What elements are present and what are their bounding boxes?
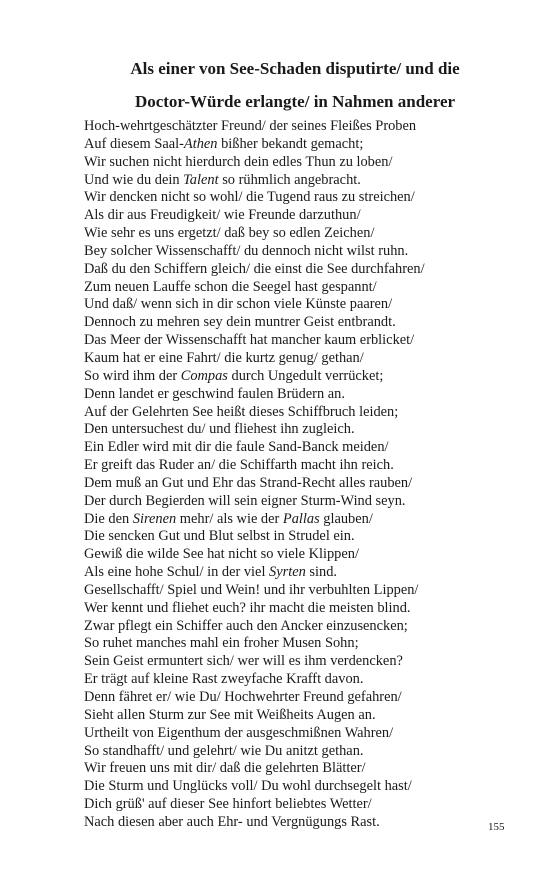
poem-line	[84, 475, 524, 493]
poem-line-segment: Dem muß an Gut und Ehr das Strand-Recht alles rauben/	[84, 474, 413, 491]
poem-line	[84, 725, 524, 743]
poem-line	[84, 261, 524, 279]
poem-line	[84, 707, 524, 725]
poem-line-italic-segment: Pallas	[282, 510, 320, 527]
poem-line-segment: Zum neuen Lauffe schon die Seegel hast gespannt/	[84, 278, 377, 295]
poem-line	[84, 814, 524, 832]
poem-line	[84, 332, 524, 350]
poem-line	[84, 154, 524, 172]
poem-line-segment: So standhafft/ und gelehrt/ wie Du anitzt gethan.	[84, 742, 364, 759]
poem-line	[84, 689, 524, 707]
poem-line	[84, 743, 524, 761]
poem-line-segment: Und wie du dein	[84, 171, 184, 188]
poem-line-segment: Wie sehr es uns ergetzt/ daß bey so edlen Zeichen/	[84, 225, 375, 242]
poem-line	[84, 404, 524, 422]
poem-line-italic-segment: Syrten	[269, 564, 306, 581]
poem-line	[84, 225, 524, 243]
poem-line-segment: Er greift das Ruder an/ die Schiffarth macht ihn reich.	[84, 457, 394, 474]
poem-line	[84, 421, 524, 439]
poem-line-segment: Wir suchen nicht hierdurch dein edles Thun zu loben/	[84, 153, 393, 170]
poem-line	[84, 457, 524, 475]
poem-line	[84, 600, 524, 618]
poem-line-segment: Die den	[84, 510, 133, 527]
poem-line-segment: Urtheilt von Eigenthum der ausgeschmißnen Wahren/	[84, 724, 394, 741]
poem-line	[84, 279, 524, 297]
poem-line	[84, 778, 524, 796]
poem-line-segment: Wir dencken nicht so wohl/ die Tugend raus zu streichen/	[84, 189, 415, 206]
poem-line	[84, 207, 524, 225]
poem-line-segment: Dennoch zu mehren sey dein muntrer Geist entbrandt.	[84, 314, 396, 331]
poem-line	[84, 635, 524, 653]
page-number: 155	[488, 821, 505, 833]
poem-line-segment: So wird ihm der	[84, 367, 181, 384]
poem-line-segment: Und daß/ wenn sich in dir schon viele Künste paaren/	[84, 296, 393, 313]
poem-line-segment: Kaum hat er eine Fahrt/ die kurtz genug/ gethan/	[84, 349, 364, 366]
poem-line-segment: Wer kennt und fliehet euch? ihr macht die meisten blind.	[84, 599, 411, 616]
poem-line-segment: Das Meer der Wissenschafft hat mancher kaum erblicket/	[84, 332, 415, 349]
poem-line	[84, 796, 524, 814]
poem-line-italic-segment: Compas	[180, 367, 228, 384]
poem-line-segment: Der durch Begierden will sein eigner Sturm-Wind seyn.	[84, 492, 406, 509]
poem-line	[84, 546, 524, 564]
poem-line-segment: Die sencken Gut und Blut selbst in Strudel ein.	[84, 528, 355, 545]
poem-line	[84, 296, 524, 314]
poem-line-italic-segment: Sirenen	[132, 510, 177, 527]
poem-line-segment: mehr/ als wie der	[176, 510, 283, 527]
poem-line	[84, 189, 524, 207]
poem-line-segment: Ein Edler wird mit dir die faule Sand-Banck meiden/	[84, 439, 389, 456]
poem-line-segment: Dich grüß' auf dieser See hinfort beliebtes Wetter/	[84, 796, 372, 813]
poem-title-line-1: Als einer von See-Schaden disputirte/ und die	[130, 59, 460, 78]
poem-line-segment: Die Sturm und Unglücks voll/ Du wohl durchsegelt hast/	[84, 778, 412, 795]
poem-line-segment: bißher bekandt gemacht;	[217, 135, 364, 152]
poem-line-segment: durch Ungedult verrücket;	[227, 367, 384, 384]
poem-line	[84, 760, 524, 778]
poem-line-segment: Sieht allen Sturm zur See mit Weißheits Augen an.	[84, 706, 376, 723]
poem-body	[84, 118, 524, 832]
poem-line-segment: Denn fähret er/ wie Du/ Hochwehrter Freund gefahren/	[84, 689, 402, 705]
poem-line	[84, 564, 524, 582]
poem-line-segment: Daß du den Schiffern gleich/ die einst die See durchfahren/	[84, 260, 425, 277]
poem-line	[84, 386, 524, 404]
poem-line-segment: Zwar pflegt ein Schiffer auch den Ancker einzusencken;	[84, 617, 408, 634]
poem-line-segment: Hoch-wehrtgeschätzter Freund/ der seines Fleißes Proben	[84, 118, 417, 134]
poem-line	[84, 368, 524, 386]
poem-line-segment: Den untersuchest du/ und fliehest ihn zugleich.	[84, 421, 355, 438]
poem-line	[84, 243, 524, 261]
poem-line-segment: Als eine hohe Schul/ in der viel	[84, 564, 270, 581]
poem-line-segment: Sein Geist ermuntert sich/ wer will es ihm verdencken?	[84, 653, 403, 670]
poem-line-segment: Gewiß die wilde See hat nicht so viele Klippen/	[84, 546, 359, 563]
poem-line-segment: glauben/	[319, 510, 373, 527]
poem-title-line-2: Doctor-Würde erlangte/ in Nahmen anderer	[134, 92, 456, 111]
poem-line-segment: sind.	[305, 564, 337, 581]
poem-line-segment: Denn landet er geschwind faulen Brüdern an.	[84, 385, 345, 402]
poem-line	[84, 528, 524, 546]
poem-line-segment: Nach diesen aber auch Ehr- und Vergnügungs Rast.	[84, 813, 380, 830]
poem-line	[84, 511, 524, 529]
poem-line-segment: Bey solcher Wissenschafft/ du dennoch nicht wilst ruhn.	[84, 242, 409, 259]
poem-line-segment: Wir freuen uns mit dir/ daß die gelehrten Blätter/	[84, 760, 366, 777]
poem-line-segment: Gesellschafft/ Spiel und Wein! und ihr verbuhlten Lippen/	[84, 581, 419, 598]
poem-line-italic-segment: Talent	[183, 171, 219, 188]
poem-line-segment: Er trägt auf kleine Rast zweyfache Krafft davon.	[84, 671, 364, 688]
poem-line-segment: So ruhet manches mahl ein froher Musen Sohn;	[84, 635, 359, 652]
poem-line	[84, 653, 524, 671]
poem-line	[84, 118, 524, 136]
poem-line	[84, 582, 524, 600]
poem-line	[84, 618, 524, 636]
poem-line-segment: Auf der Gelehrten See heißt dieses Schiffbruch leiden;	[84, 403, 399, 420]
poem-line-italic-segment: Athen	[183, 135, 218, 152]
poem-line	[84, 493, 524, 511]
poem-line	[84, 172, 524, 190]
poem-line-segment: Auf diesem Saal-	[84, 135, 184, 152]
poem-line	[84, 136, 524, 154]
poem-line	[84, 439, 524, 457]
poem-line	[84, 671, 524, 689]
poem-line	[84, 314, 524, 332]
poem-line-segment: Als dir aus Freudigkeit/ wie Freunde darzuthun/	[84, 207, 361, 224]
poem-line-segment: so rühmlich angebracht.	[218, 171, 361, 188]
poem-line	[84, 350, 524, 368]
